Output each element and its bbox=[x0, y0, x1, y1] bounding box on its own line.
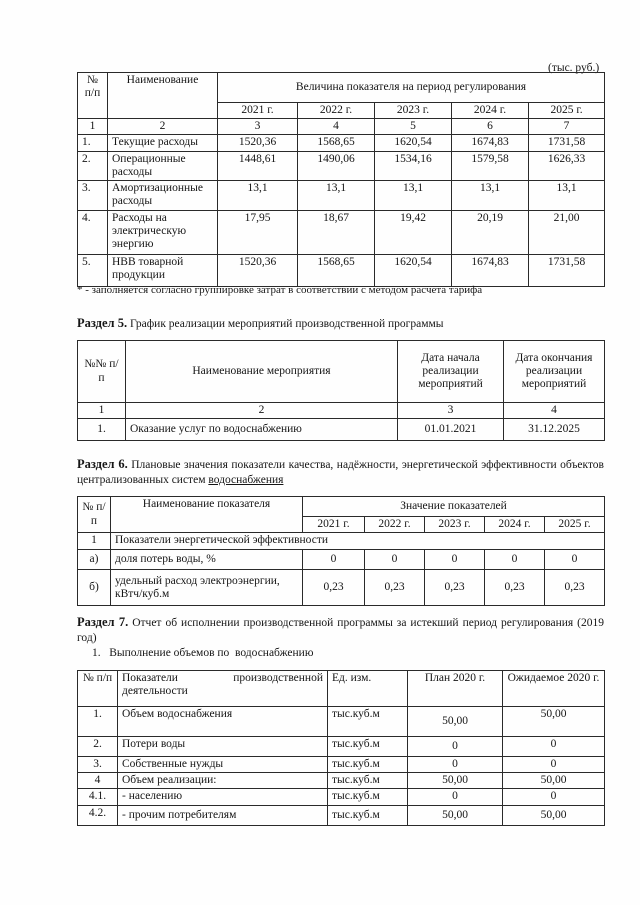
col-number: 3 bbox=[218, 119, 298, 135]
cell-value: 13,1 bbox=[218, 181, 298, 210]
row-plan: 50,00 bbox=[408, 707, 503, 737]
row-plan: 0 bbox=[408, 757, 503, 773]
cell-value: 0,23 bbox=[545, 570, 605, 606]
cell-value: 0,23 bbox=[365, 570, 425, 606]
row-unit: тыс.куб.м bbox=[328, 773, 408, 789]
col-header-no: № п/п bbox=[78, 671, 118, 707]
cell-value: 1626,33 bbox=[529, 151, 605, 180]
cell-value: 0 bbox=[545, 550, 605, 570]
section-title: Плановые значения показатели качества, надёжности, энергетической эффективности объектов централизованных систем bbox=[77, 459, 604, 486]
cell-value: 1620,54 bbox=[375, 135, 452, 151]
cell-value: 18,67 bbox=[298, 210, 375, 254]
cell-value: 13,1 bbox=[298, 181, 375, 210]
schedule-table bbox=[77, 340, 605, 441]
col-number: 7 bbox=[529, 119, 605, 135]
row-name: - населению bbox=[118, 789, 328, 805]
col-header-plan: План 2020 г. bbox=[408, 671, 503, 707]
row-expected: 0 bbox=[503, 737, 605, 757]
section-label: Раздел 6. bbox=[77, 457, 128, 471]
cell-value: 13,1 bbox=[529, 181, 605, 210]
section-label: Раздел 7. bbox=[77, 615, 129, 629]
group-name: Показатели энергетической эффективности bbox=[111, 533, 605, 550]
row-start: 01.01.2021 bbox=[398, 419, 504, 441]
col-number: 6 bbox=[452, 119, 529, 135]
row-plan: 0 bbox=[408, 737, 503, 757]
cell-value: 1534,16 bbox=[375, 151, 452, 180]
cell-value: 1731,58 bbox=[529, 254, 605, 286]
row-unit: тыс.куб.м bbox=[328, 805, 408, 825]
table-row bbox=[78, 135, 605, 151]
col-number: 2 bbox=[126, 403, 398, 419]
year-header: 2025 г. bbox=[529, 103, 605, 119]
section-title: График реализации мероприятий производственной программы bbox=[129, 318, 444, 330]
row-name: Собственные нужды bbox=[118, 757, 328, 773]
table-row bbox=[78, 210, 605, 254]
table-row bbox=[78, 789, 605, 805]
cell-value: 1490,06 bbox=[298, 151, 375, 180]
col-number: 3 bbox=[398, 403, 504, 419]
col-number: 2 bbox=[108, 119, 218, 135]
section7-heading bbox=[77, 614, 604, 646]
row-name: НВВ товарной продукции bbox=[108, 254, 218, 286]
row-unit: тыс.куб.м bbox=[328, 757, 408, 773]
row-no: 3. bbox=[78, 757, 118, 773]
table-row bbox=[78, 805, 605, 825]
table-row bbox=[78, 419, 605, 441]
row-no: 2. bbox=[78, 737, 118, 757]
row-plan: 50,00 bbox=[408, 805, 503, 825]
year-header: 2022 г. bbox=[298, 103, 375, 119]
cell-value: 0,23 bbox=[425, 570, 485, 606]
col-header-value: Величина показателя на период регулирования bbox=[218, 73, 605, 103]
row-name: Оказание услуг по водоснабжению bbox=[126, 419, 398, 441]
cell-value: 0 bbox=[425, 550, 485, 570]
cell-value: 0,23 bbox=[303, 570, 365, 606]
row-name: - прочим потребителям bbox=[118, 805, 328, 825]
row-expected: 50,00 bbox=[503, 707, 605, 737]
col-header-name: Показатели производственной деятельности bbox=[118, 671, 328, 707]
table-row bbox=[78, 757, 605, 773]
cell-value: 1568,65 bbox=[298, 135, 375, 151]
row-name: Операционные расходы bbox=[108, 151, 218, 180]
table-footnote: * - заполняется согласно группировке затрат в соответствии с методом расчета тарифа bbox=[77, 284, 483, 296]
row-unit: тыс.куб.м bbox=[328, 789, 408, 805]
col-header-no: № п/п bbox=[78, 73, 108, 119]
row-no: 1. bbox=[78, 135, 108, 151]
row-name: Объем водоснабжения bbox=[118, 707, 328, 737]
section-title-underlined: водоснабжения bbox=[208, 473, 284, 486]
table-row bbox=[78, 550, 605, 570]
cell-value: 1579,58 bbox=[452, 151, 529, 180]
col-number: 4 bbox=[298, 119, 375, 135]
currency-note: (тыс. руб.) bbox=[548, 62, 600, 74]
year-header: 2024 г. bbox=[452, 103, 529, 119]
cell-value: 1448,61 bbox=[218, 151, 298, 180]
cell-value: 1674,83 bbox=[452, 254, 529, 286]
row-expected: 50,00 bbox=[503, 773, 605, 789]
row-no: б) bbox=[78, 570, 111, 606]
cell-value: 1520,36 bbox=[218, 135, 298, 151]
row-name: Расходы на электрическую энергию bbox=[108, 210, 218, 254]
table-row bbox=[78, 707, 605, 737]
row-unit: тыс.куб.м bbox=[328, 707, 408, 737]
cell-value: 21,00 bbox=[529, 210, 605, 254]
table-row bbox=[78, 737, 605, 757]
col-header-no: № п/п bbox=[78, 497, 111, 533]
row-name: Текущие расходы bbox=[108, 135, 218, 151]
year-header: 2023 г. bbox=[375, 103, 452, 119]
col-header-expected: Ожидаемое 2020 г. bbox=[503, 671, 605, 707]
cell-value: 1620,54 bbox=[375, 254, 452, 286]
col-header-name: Наименование показателя bbox=[111, 497, 303, 533]
col-header-name: Наименование bbox=[108, 73, 218, 119]
section-title: Отчет об исполнении производственной программы за истекший период регулирования (2019 год) bbox=[77, 617, 605, 644]
col-number: 4 bbox=[504, 403, 605, 419]
year-header: 2024 г. bbox=[485, 517, 545, 533]
row-expected: 0 bbox=[503, 789, 605, 805]
row-expected: 50,00 bbox=[503, 805, 605, 825]
expenses-table bbox=[77, 72, 605, 287]
cell-value: 17,95 bbox=[218, 210, 298, 254]
table-row bbox=[78, 181, 605, 210]
col-header-name: Наименование мероприятия bbox=[126, 341, 398, 403]
table-row bbox=[78, 254, 605, 286]
cell-value: 1674,83 bbox=[452, 135, 529, 151]
section-label: Раздел 5. bbox=[77, 316, 128, 330]
row-no: 2. bbox=[78, 151, 108, 180]
cell-value: 13,1 bbox=[452, 181, 529, 210]
table-row bbox=[78, 533, 605, 550]
cell-value: 20,19 bbox=[452, 210, 529, 254]
row-no: 1. bbox=[78, 707, 118, 737]
row-no: 4 bbox=[78, 773, 118, 789]
cell-value: 1568,65 bbox=[298, 254, 375, 286]
cell-value: 1731,58 bbox=[529, 135, 605, 151]
row-no: а) bbox=[78, 550, 111, 570]
row-no: 1. bbox=[78, 419, 126, 441]
row-expected: 0 bbox=[503, 757, 605, 773]
row-plan: 0 bbox=[408, 789, 503, 805]
cell-value: 0 bbox=[365, 550, 425, 570]
row-no: 4.2. bbox=[78, 805, 118, 825]
year-header: 2021 г. bbox=[218, 103, 298, 119]
col-number: 5 bbox=[375, 119, 452, 135]
row-name: удельный расход электроэнергии, кВтч/куб.м bbox=[111, 570, 303, 606]
indicators-table bbox=[77, 496, 605, 606]
row-plan: 50,00 bbox=[408, 773, 503, 789]
table-row bbox=[78, 773, 605, 789]
cell-value: 13,1 bbox=[375, 181, 452, 210]
section7-subtitle: 1. Выполнение объемов по водоснабжению bbox=[92, 647, 314, 659]
col-number: 1 bbox=[78, 403, 126, 419]
section6-heading bbox=[77, 456, 604, 488]
cell-value: 0 bbox=[485, 550, 545, 570]
section5-heading bbox=[77, 316, 617, 331]
row-unit: тыс.куб.м bbox=[328, 737, 408, 757]
row-name: Потери воды bbox=[118, 737, 328, 757]
report-table bbox=[77, 670, 605, 826]
cell-value: 0,23 bbox=[485, 570, 545, 606]
row-name: доля потерь воды, % bbox=[111, 550, 303, 570]
col-header-end: Дата окончания реализации мероприятий bbox=[504, 341, 605, 403]
year-header: 2021 г. bbox=[303, 517, 365, 533]
col-number: 1 bbox=[78, 119, 108, 135]
table-row bbox=[78, 151, 605, 180]
cell-value: 0 bbox=[303, 550, 365, 570]
row-name: Объем реализации: bbox=[118, 773, 328, 789]
row-no: 5. bbox=[78, 254, 108, 286]
cell-value: 1520,36 bbox=[218, 254, 298, 286]
col-header-value: Значение показателей bbox=[303, 497, 605, 517]
row-no: 4.1. bbox=[78, 789, 118, 805]
year-header: 2025 г. bbox=[545, 517, 605, 533]
row-no: 1 bbox=[78, 533, 111, 550]
row-end: 31.12.2025 bbox=[504, 419, 605, 441]
table-row bbox=[78, 570, 605, 606]
col-header-no: №№ п/п bbox=[78, 341, 126, 403]
year-header: 2023 г. bbox=[425, 517, 485, 533]
year-header: 2022 г. bbox=[365, 517, 425, 533]
col-header-unit: Ед. изм. bbox=[328, 671, 408, 707]
row-name: Амортизационные расходы bbox=[108, 181, 218, 210]
col-header-start: Дата начала реализации мероприятий bbox=[398, 341, 504, 403]
row-no: 3. bbox=[78, 181, 108, 210]
row-no: 4. bbox=[78, 210, 108, 254]
cell-value: 19,42 bbox=[375, 210, 452, 254]
